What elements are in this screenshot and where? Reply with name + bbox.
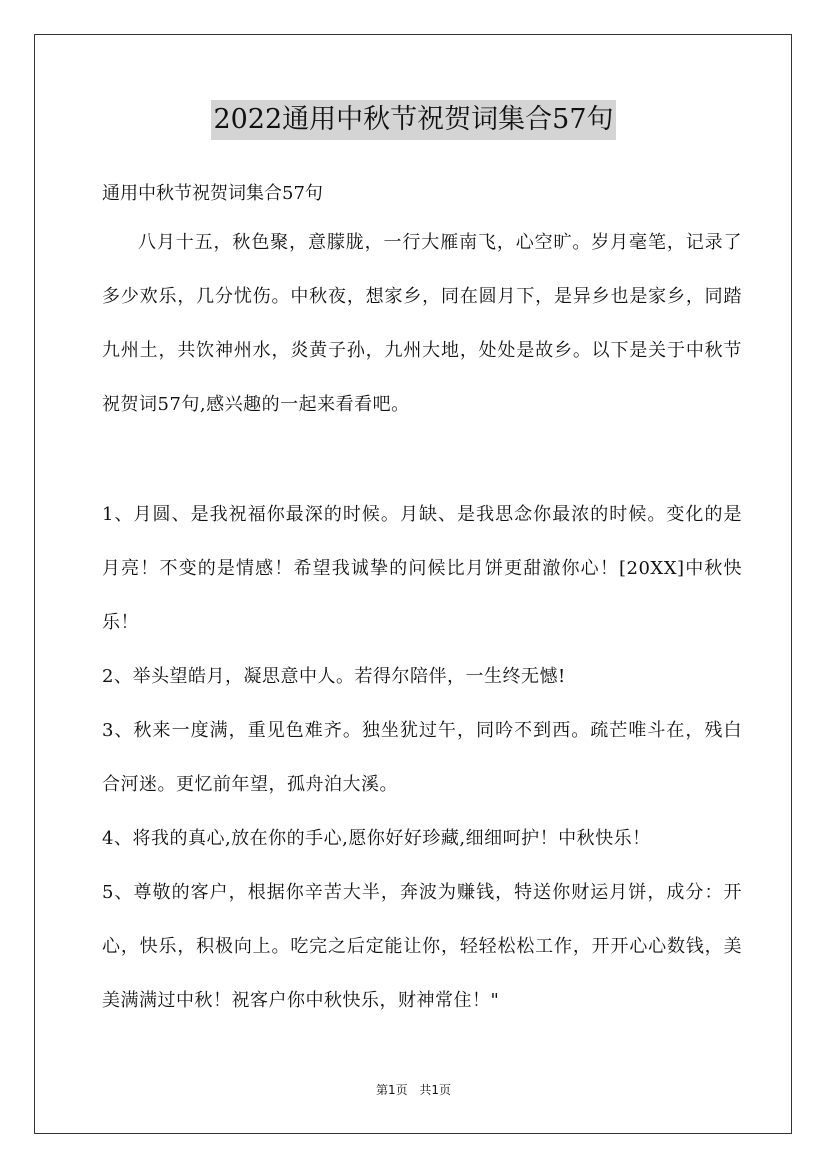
greeting-item-5: 5、尊敬的客户，根据你辛苦大半，奔波为赚钱，特送你财运月饼，成分：开心，快乐，积极向上。吃完之后定能让你，轻轻松松工作，开开心心数钱，美美满满过中秋！祝客户你中秋快乐，财神常住！" [102,882,742,1011]
greeting-item-1: 1、月圆、是我祝福你最深的时候。月缺、是我思念你最浓的时候。变化的是月亮！不变的是情感！希望我诚挚的问候比月饼更甜澈你心！[20XX]中秋快乐！ [102,504,742,633]
greeting-item-4: 4、将我的真心,放在你的手心,愿你好好珍藏,细细呵护！中秋快乐！ [102,828,651,849]
page-footer [0,1081,827,1098]
page-number-total: 共1页 [419,1083,452,1097]
document-subtitle: 通用中秋节祝贺词集合57句 [102,183,323,204]
title-container [0,100,827,140]
document-title: 2022通用中秋节祝贺词集合57句 [211,100,615,140]
section-spacer [102,432,742,488]
greeting-item-3: 3、秋来一度满，重见色难齐。独坐犹过午，同吟不到西。疏芒唯斗在，残白合河迷。更忆前年望，孤舟泊大溪。 [102,720,742,795]
intro-paragraph: 八月十五，秋色聚，意朦胧，一行大雁南飞，心空旷。岁月毫笔，记录了多少欢乐，几分忧伤。中秋夜，想家乡，同在圆月下，是异乡也是家乡，同踏九州土，共饮神州水，炎黄子孙，九州大地，处处是故乡。以下是关于中秋节祝贺词57句,感兴趣的一起来看看吧。 [102,232,742,415]
document-body [102,172,742,1028]
greeting-item-2: 2、举头望皓月，凝思意中人。若得尔陪伴，一生终无憾! [102,666,566,687]
page-number-current: 第1页 [375,1083,408,1097]
